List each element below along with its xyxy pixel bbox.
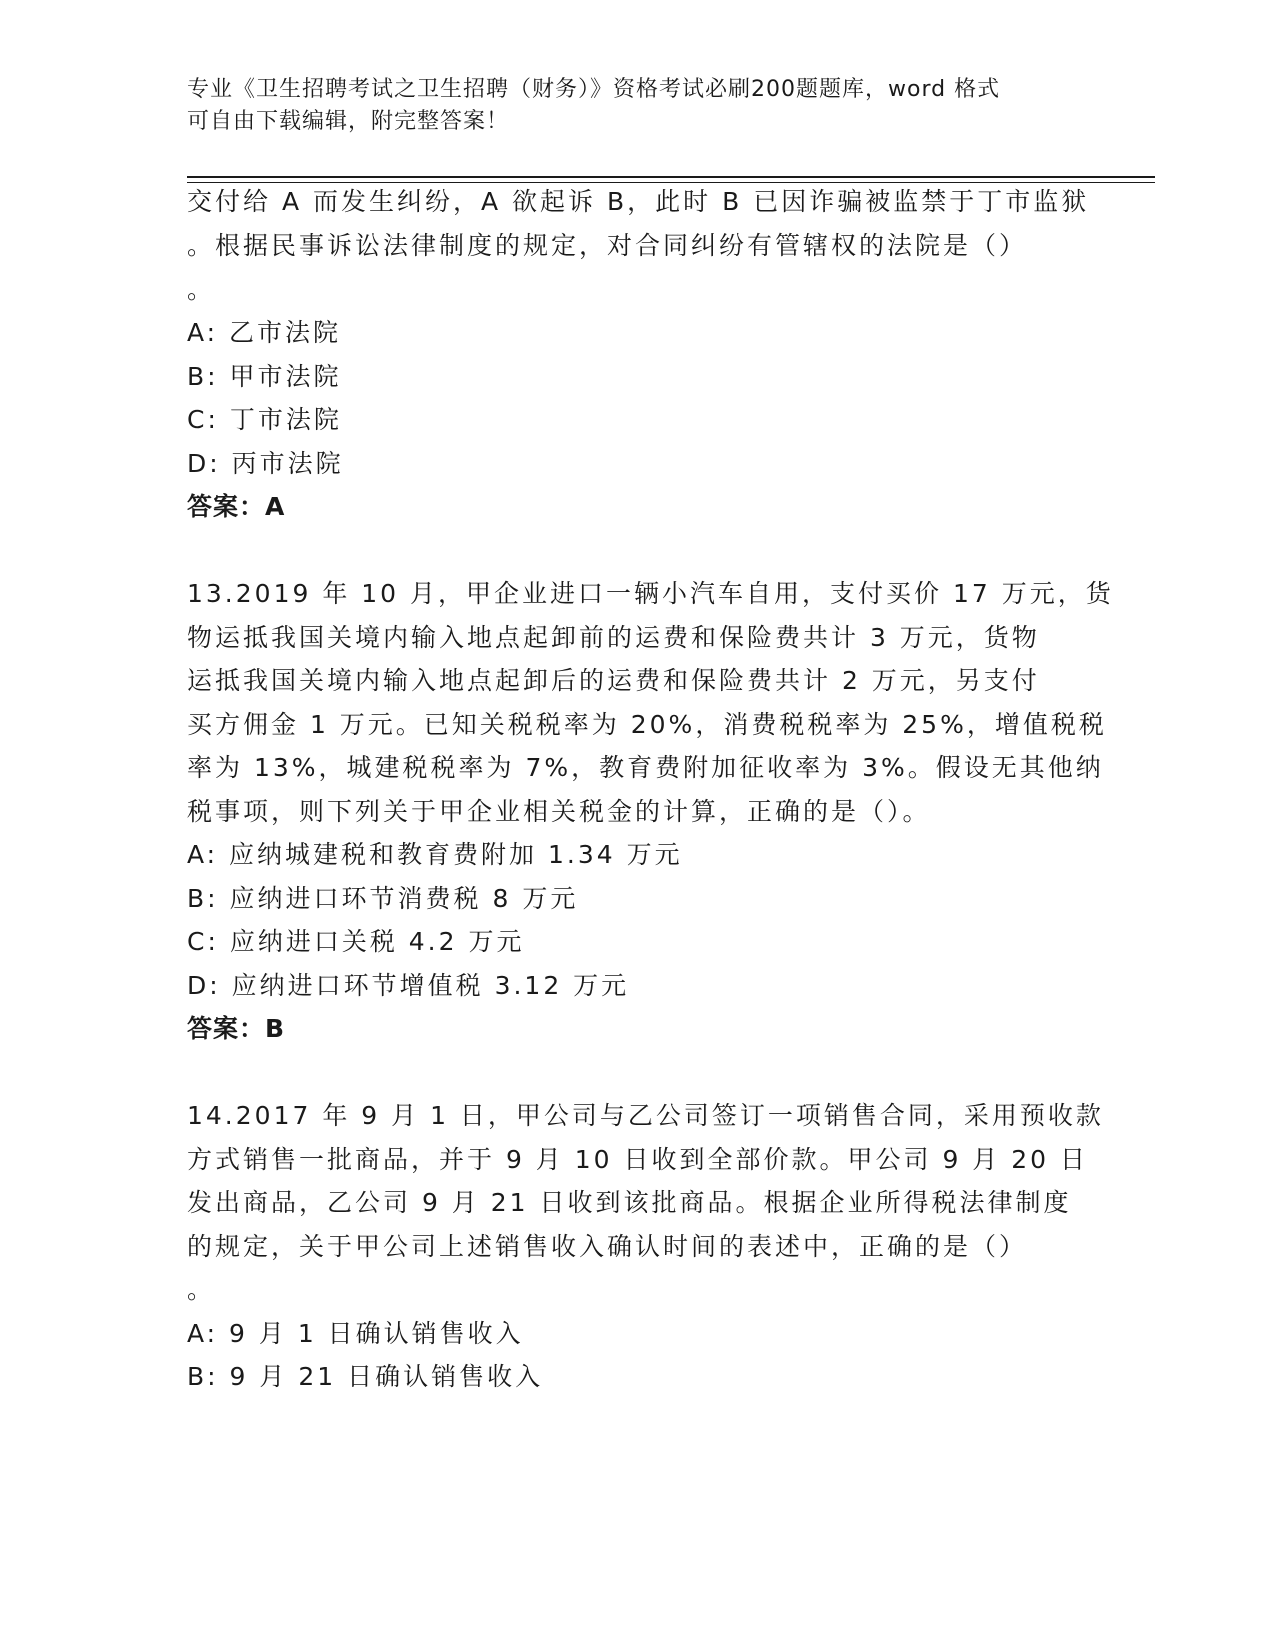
header-rule-thick: [187, 176, 1155, 178]
q13-stem-line: 13.2019 年 10 月，甲企业进口一辆小汽车自用，支付买价 17 万元，货: [187, 579, 1114, 608]
q14-stem-line: 14.2017 年 9 月 1 日，甲公司与乙公司签订一项销售合同，采用预收款: [187, 1101, 1104, 1130]
q12-option-a: A: 乙市法院: [187, 318, 342, 347]
q13-stem-line: 物运抵我国关境内输入地点起卸前的运费和保险费共计 3 万元，货物: [187, 623, 1040, 652]
q14-stem-line: 的规定，关于甲公司上述销售收入确认时间的表述中，正确的是（）: [187, 1232, 1028, 1261]
q14-stem-line: 发出商品，乙公司 9 月 21 日收到该批商品。根据企业所得税法律制度: [187, 1188, 1072, 1217]
q13-option-b: B: 应纳进口环节消费税 8 万元: [187, 884, 579, 913]
header-rule-thin: [187, 182, 1155, 183]
q12-stem-line: 交付给 A 而发生纠纷，A 欲起诉 B，此时 B 已因诈骗被监禁于丁市监狱: [187, 187, 1090, 216]
q13-answer: 答案：B: [187, 1014, 286, 1043]
q12-stem-line: 。: [187, 275, 216, 304]
document-header: [187, 74, 1087, 138]
q12-stem-line: 。根据民事诉讼法律制度的规定，对合同纠纷有管辖权的法院是（）: [187, 231, 1028, 260]
q13-stem-line: 税事项，则下列关于甲企业相关税金的计算，正确的是（）。: [187, 797, 931, 826]
q14-stem-line: 方式销售一批商品，并于 9 月 10 日收到全部价款。甲公司 9 月 20 日: [187, 1145, 1089, 1174]
q13-stem-line: 率为 13%，城建税税率为 7%，教育费附加征收率为 3%。假设无其他纳: [187, 753, 1104, 782]
header-line-2: 可自由下载编辑，附完整答案！: [187, 109, 510, 134]
q14-stem-line: 。: [187, 1275, 216, 1304]
q13-option-c: C: 应纳进口关税 4.2 万元: [187, 927, 525, 956]
q14-option-b: B: 9 月 21 日确认销售收入: [187, 1362, 544, 1391]
q12-option-c: C: 丁市法院: [187, 405, 342, 434]
q12-option-b: B: 甲市法院: [187, 362, 342, 391]
q13-option-d: D: 应纳进口环节增值税 3.12 万元: [187, 971, 630, 1000]
header-line-1: 专业《卫生招聘考试之卫生招聘（财务）》资格考试必刷200题题库，word 格式: [187, 77, 1001, 102]
q12-answer: 答案：A: [187, 492, 286, 521]
q13-option-a: A: 应纳城建税和教育费附加 1.34 万元: [187, 840, 683, 869]
q13-stem-line: 买方佣金 1 万元。已知关税税率为 20%，消费税税率为 25%，增值税税: [187, 710, 1107, 739]
q12-option-d: D: 丙市法院: [187, 449, 344, 478]
q14-option-a: A: 9 月 1 日确认销售收入: [187, 1319, 524, 1348]
q13-stem-line: 运抵我国关境内输入地点起卸后的运费和保险费共计 2 万元，另支付: [187, 666, 1040, 695]
